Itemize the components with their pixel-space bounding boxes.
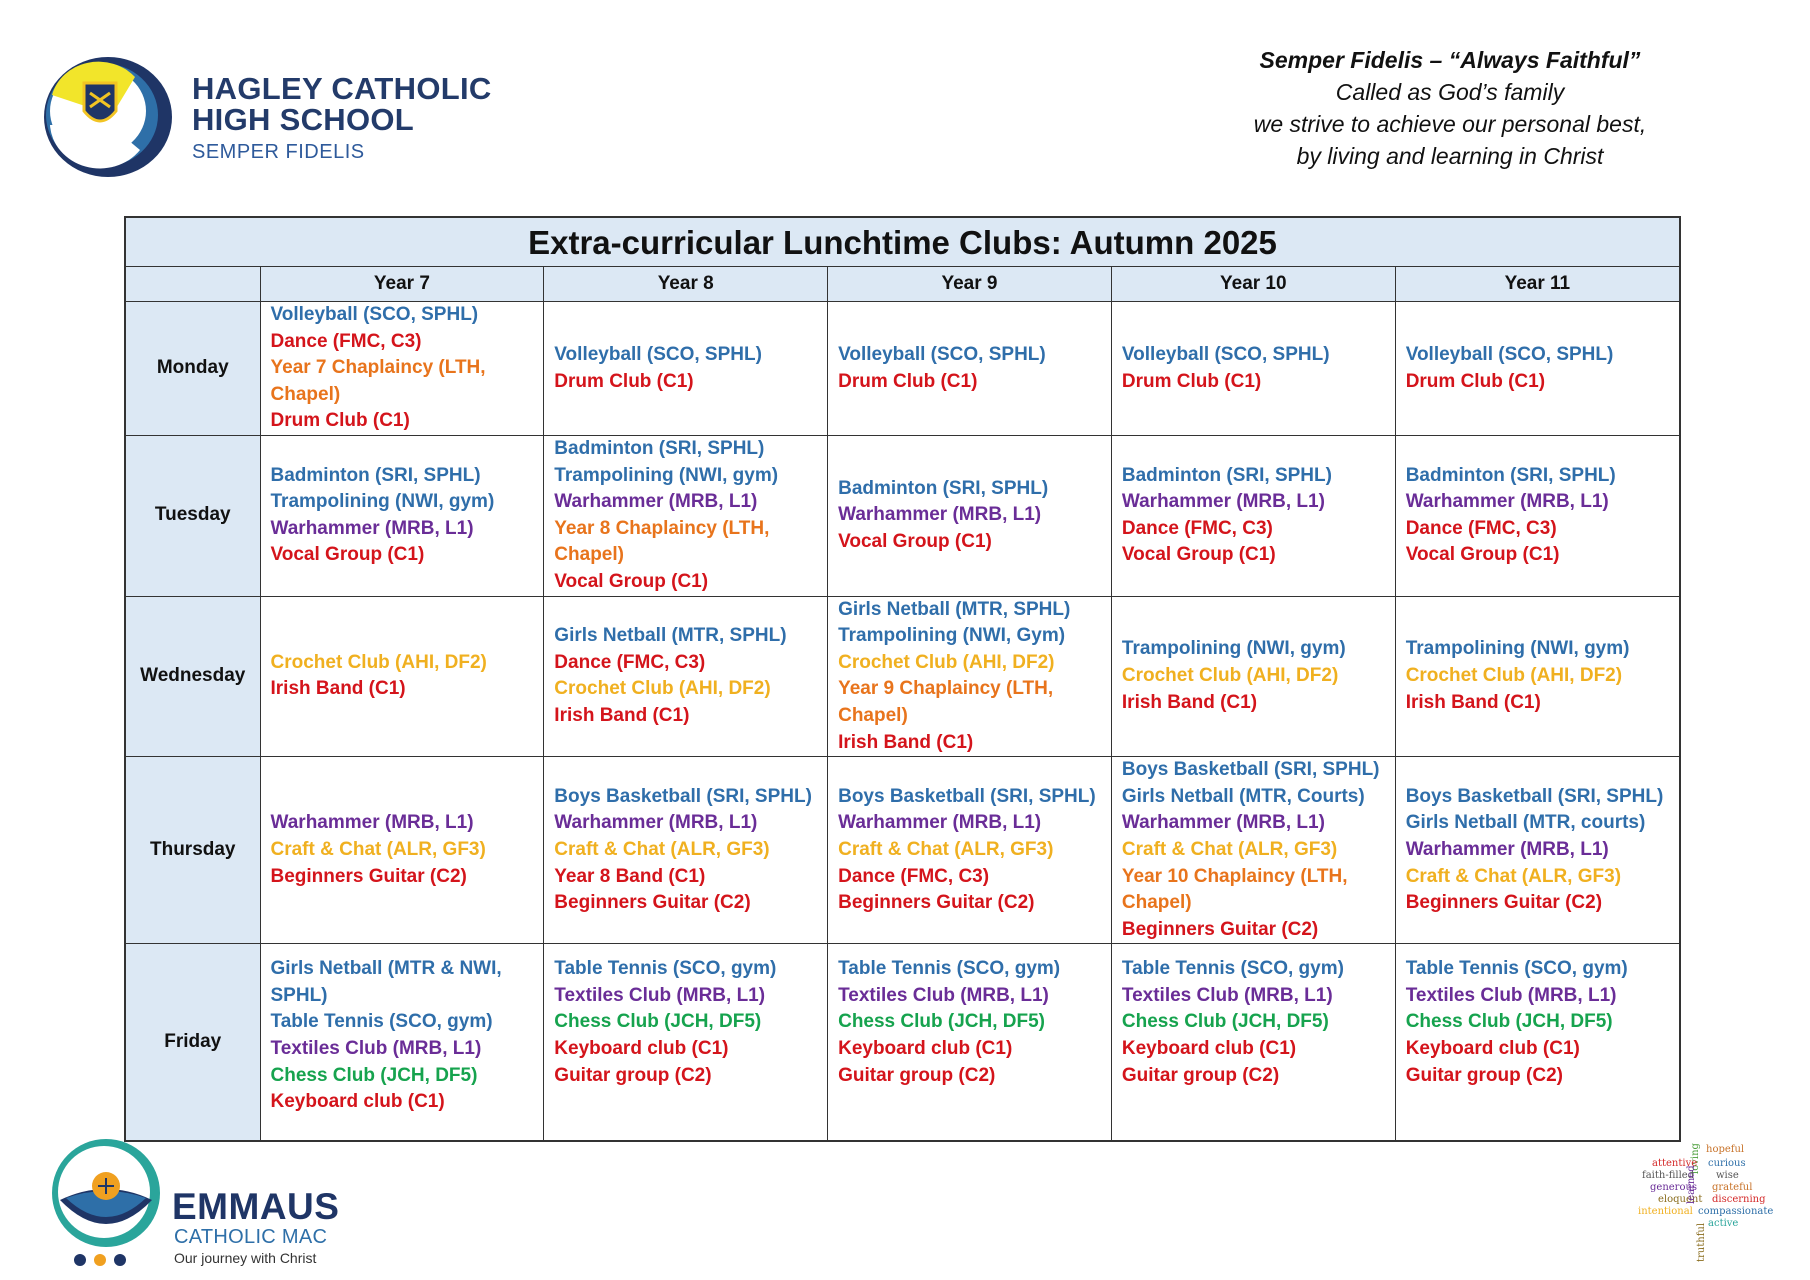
mission-statement <box>1170 44 1730 172</box>
club-entry: Beginners Guitar (C2) <box>1121 918 1319 940</box>
club-cell-friday-year7 <box>260 944 544 1141</box>
club-entry: Chess Club (JCH, DF5) <box>1121 1011 1329 1033</box>
club-entry: Crochet Club (AHI, DF2) <box>838 651 1055 673</box>
club-entry: Trampolining (NWI, Gym) <box>838 625 1066 647</box>
club-entry: Irish Band (C1) <box>1121 691 1258 713</box>
club-entry: Keyboard club (C1) <box>838 1038 1013 1060</box>
club-cell-friday-year8 <box>544 944 828 1141</box>
club-entry: Drum Club (C1) <box>270 410 410 432</box>
emmaus-subtitle: CATHOLIC MAC <box>174 1226 328 1248</box>
school-name-line1: HAGLEY CATHOLIC <box>192 71 492 106</box>
emmaus-tagline: Our journey with Christ <box>174 1250 317 1266</box>
word-compassionate: compassionate <box>1698 1206 1774 1217</box>
school-motto: SEMPER FIDELIS <box>192 141 365 163</box>
club-cell-wednesday-year10 <box>1111 596 1395 757</box>
club-entry: Keyboard club (C1) <box>1405 1038 1580 1060</box>
club-cell-tuesday-year7 <box>260 436 544 597</box>
club-entry: Beginners Guitar (C2) <box>838 892 1035 914</box>
emmaus-logo <box>48 1138 368 1268</box>
club-entry: Guitar group (C2) <box>554 1064 712 1086</box>
club-entry: Girls Netball (MTR, courts) <box>1405 812 1646 834</box>
club-entry: Chess Club (JCH, DF5) <box>554 1011 762 1033</box>
club-entry: Craft & Chat (ALR, GF3) <box>838 838 1054 860</box>
club-cell-monday-year10 <box>1111 302 1395 436</box>
day-label-monday: Monday <box>126 302 260 436</box>
word-loving: loving <box>1690 1143 1701 1174</box>
mission-line-2: we strive to achieve our personal best, <box>1253 111 1647 137</box>
club-entry: Crochet Club (AHI, DF2) <box>554 678 771 700</box>
club-entry: Trampolining (NWI, gym) <box>1405 638 1630 660</box>
club-entry: Badminton (SRI, SPHL) <box>1405 464 1616 486</box>
column-header-year10: Year 10 <box>1111 267 1395 302</box>
club-entry: Craft & Chat (ALR, GF3) <box>554 838 770 860</box>
club-entry: Girls Netball (MTR, SPHL) <box>554 625 787 647</box>
club-entry: Trampolining (NWI, gym) <box>270 491 495 513</box>
club-cell-monday-year8 <box>544 302 828 436</box>
timetable-title: Extra-curricular Lunchtime Clubs: Autumn 2025 <box>126 218 1679 267</box>
club-entry: Volleyball (SCO, SPHL) <box>554 343 762 365</box>
table-row <box>126 436 1679 597</box>
club-entry: Keyboard club (C1) <box>554 1038 729 1060</box>
club-entry: Warhammer (MRB, L1) <box>270 812 474 834</box>
club-entry: Textiles Club (MRB, L1) <box>838 984 1049 1006</box>
club-cell-friday-year11 <box>1395 944 1679 1141</box>
word-wise: wise <box>1716 1170 1739 1181</box>
word-discerning: discerning <box>1712 1194 1766 1205</box>
column-header-year11: Year 11 <box>1395 267 1679 302</box>
club-cell-tuesday-year11 <box>1395 436 1679 597</box>
club-entry: Warhammer (MRB, L1) <box>838 812 1042 834</box>
club-entry: Year 7 Chaplaincy (LTH, Chapel) <box>270 357 486 405</box>
word-grateful: grateful <box>1712 1182 1753 1193</box>
club-entry: Table Tennis (SCO, gym) <box>1121 958 1344 980</box>
club-entry: Girls Netball (MTR & NWI, SPHL) <box>270 958 502 1006</box>
column-header-year9: Year 9 <box>828 267 1112 302</box>
table-row <box>126 302 1679 436</box>
club-entry: Keyboard club (C1) <box>270 1091 445 1113</box>
club-entry: Trampolining (NWI, gym) <box>1121 638 1346 660</box>
table-header-row <box>126 267 1679 302</box>
club-cell-thursday-year7 <box>260 757 544 944</box>
word-eloquent: eloquent <box>1658 1194 1703 1205</box>
club-entry: Dance (FMC, C3) <box>1405 517 1557 539</box>
table-row <box>126 757 1679 944</box>
mission-line-1: Called as God’s family <box>1335 79 1565 105</box>
club-entry: Badminton (SRI, SPHL) <box>838 477 1049 499</box>
club-entry: Vocal Group (C1) <box>1405 544 1560 566</box>
club-entry: Textiles Club (MRB, L1) <box>554 984 766 1006</box>
club-entry: Year 10 Chaplaincy (LTH, Chapel) <box>1121 865 1348 914</box>
club-entry: Guitar group (C2) <box>838 1064 996 1086</box>
school-crest-icon <box>40 55 180 180</box>
club-cell-thursday-year10 <box>1111 757 1395 944</box>
club-entry: Badminton (SRI, SPHL) <box>270 464 481 486</box>
club-entry: Table Tennis (SCO, gym) <box>270 1011 493 1033</box>
club-entry: Textiles Club (MRB, L1) <box>270 1038 482 1060</box>
club-entry: Boys Basketball (SRI, SPHL) <box>838 785 1096 807</box>
club-entry: Table Tennis (SCO, gym) <box>554 958 777 980</box>
club-entry: Chess Club (JCH, DF5) <box>838 1011 1046 1033</box>
club-entry: Drum Club (C1) <box>1121 370 1262 392</box>
club-entry: Volleyball (SCO, SPHL) <box>838 343 1046 365</box>
club-entry: Warhammer (MRB, L1) <box>554 491 758 513</box>
word-curious: curious <box>1708 1158 1746 1169</box>
club-entry: Guitar group (C2) <box>1405 1064 1563 1086</box>
club-entry: Keyboard club (C1) <box>1121 1038 1297 1060</box>
column-header-year7: Year 7 <box>260 267 544 302</box>
club-entry: Vocal Group (C1) <box>554 570 709 592</box>
club-entry: Year 9 Chaplaincy (LTH, Chapel) <box>838 678 1054 726</box>
day-label-friday: Friday <box>126 944 260 1141</box>
club-entry: Chess Club (JCH, DF5) <box>270 1064 478 1086</box>
table-row <box>126 596 1679 757</box>
club-entry: Crochet Club (AHI, DF2) <box>1405 665 1623 687</box>
club-entry: Boys Basketball (SRI, SPHL) <box>1121 759 1380 781</box>
club-entry: Dance (FMC, C3) <box>1121 517 1273 539</box>
club-entry: Boys Basketball (SRI, SPHL) <box>1405 785 1664 807</box>
club-entry: Vocal Group (C1) <box>270 544 425 566</box>
word-faith-filled: faith-filled <box>1642 1170 1695 1181</box>
club-entry: Badminton (SRI, SPHL) <box>554 438 765 459</box>
club-cell-friday-year10 <box>1111 944 1395 1141</box>
club-cell-wednesday-year8 <box>544 596 828 757</box>
club-entry: Textiles Club (MRB, L1) <box>1121 984 1333 1006</box>
club-entry: Trampolining (NWI, gym) <box>554 464 779 486</box>
virtues-word-cloud <box>1638 1134 1788 1264</box>
club-entry: Warhammer (MRB, L1) <box>1121 491 1325 513</box>
club-entry: Beginners Guitar (C2) <box>554 892 751 914</box>
club-entry: Craft & Chat (ALR, GF3) <box>270 838 486 860</box>
club-cell-thursday-year8 <box>544 757 828 944</box>
word-truthful: truthful <box>1696 1222 1707 1262</box>
club-cell-monday-year9 <box>828 302 1112 436</box>
club-entry: Warhammer (MRB, L1) <box>1405 838 1609 860</box>
club-entry: Volleyball (SCO, SPHL) <box>1405 343 1614 365</box>
mission-title: Semper Fidelis – “Always Faithful” <box>1259 47 1641 73</box>
club-entry: Guitar group (C2) <box>1121 1064 1280 1086</box>
club-cell-tuesday-year8 <box>544 436 828 597</box>
table-row <box>126 944 1679 1141</box>
school-name-line2: HIGH SCHOOL <box>192 102 415 137</box>
clubs-table <box>126 267 1679 1140</box>
club-entry: Year 8 Band (C1) <box>554 865 706 887</box>
club-cell-wednesday-year7 <box>260 596 544 757</box>
club-entry: Irish Band (C1) <box>838 731 974 753</box>
club-entry: Textiles Club (MRB, L1) <box>1405 984 1617 1006</box>
club-entry: Crochet Club (AHI, DF2) <box>270 651 487 673</box>
club-entry: Craft & Chat (ALR, GF3) <box>1405 865 1622 887</box>
emmaus-name: EMMAUS <box>172 1186 340 1227</box>
club-entry: Boys Basketball (SRI, SPHL) <box>554 785 812 807</box>
club-entry: Irish Band (C1) <box>270 678 406 700</box>
club-entry: Girls Netball (MTR, SPHL) <box>838 598 1071 620</box>
club-entry: Beginners Guitar (C2) <box>270 865 467 887</box>
word-hopeful: hopeful <box>1706 1144 1745 1155</box>
word-intentional: intentional <box>1638 1206 1693 1217</box>
column-header-year8: Year 8 <box>544 267 828 302</box>
club-cell-monday-year7 <box>260 302 544 436</box>
club-cell-thursday-year9 <box>828 757 1112 944</box>
club-entry: Warhammer (MRB, L1) <box>270 517 474 539</box>
club-entry: Warhammer (MRB, L1) <box>838 504 1042 526</box>
club-cell-tuesday-year10 <box>1111 436 1395 597</box>
day-label-thursday: Thursday <box>126 757 260 944</box>
word-attentive: attentive <box>1652 1158 1698 1169</box>
club-entry: Chess Club (JCH, DF5) <box>1405 1011 1613 1033</box>
club-entry: Badminton (SRI, SPHL) <box>1121 464 1332 486</box>
club-entry: Beginners Guitar (C2) <box>1405 892 1603 914</box>
day-label-tuesday: Tuesday <box>126 436 260 597</box>
clubs-timetable <box>124 216 1681 1142</box>
club-entry: Warhammer (MRB, L1) <box>554 812 758 834</box>
club-entry: Girls Netball (MTR, Courts) <box>1121 785 1365 807</box>
mission-line-3: by living and learning in Christ <box>1296 143 1604 169</box>
club-cell-wednesday-year11 <box>1395 596 1679 757</box>
word-learned: learned <box>1686 1165 1697 1204</box>
club-cell-wednesday-year9 <box>828 596 1112 757</box>
club-entry: Table Tennis (SCO, gym) <box>1405 958 1628 980</box>
club-entry: Warhammer (MRB, L1) <box>1405 491 1609 513</box>
club-cell-thursday-year11 <box>1395 757 1679 944</box>
club-entry: Volleyball (SCO, SPHL) <box>270 304 479 326</box>
club-entry: Year 8 Chaplaincy (LTH, Chapel) <box>554 517 770 566</box>
day-label-wednesday: Wednesday <box>126 596 260 757</box>
club-entry: Drum Club (C1) <box>1405 370 1546 392</box>
club-entry: Dance (FMC, C3) <box>270 330 422 352</box>
club-entry: Warhammer (MRB, L1) <box>1121 812 1325 834</box>
word-active: active <box>1708 1218 1739 1229</box>
club-entry: Dance (FMC, C3) <box>838 865 990 887</box>
school-logo <box>40 55 520 185</box>
emmaus-emblem-icon <box>48 1138 173 1268</box>
club-entry: Table Tennis (SCO, gym) <box>838 958 1061 980</box>
club-entry: Irish Band (C1) <box>1405 691 1541 713</box>
club-entry: Vocal Group (C1) <box>838 531 992 553</box>
club-entry: Drum Club (C1) <box>838 370 978 392</box>
club-entry: Volleyball (SCO, SPHL) <box>1121 343 1330 365</box>
club-cell-tuesday-year9 <box>828 436 1112 597</box>
word-generous: generous <box>1650 1182 1698 1193</box>
club-entry: Crochet Club (AHI, DF2) <box>1121 665 1339 687</box>
club-entry: Drum Club (C1) <box>554 370 694 392</box>
club-entry: Craft & Chat (ALR, GF3) <box>1121 838 1338 860</box>
club-entry: Vocal Group (C1) <box>1121 544 1276 566</box>
corner-cell <box>126 267 260 302</box>
club-cell-monday-year11 <box>1395 302 1679 436</box>
club-entry: Dance (FMC, C3) <box>554 651 706 673</box>
club-entry: Irish Band (C1) <box>554 704 690 726</box>
club-cell-friday-year9 <box>828 944 1112 1141</box>
